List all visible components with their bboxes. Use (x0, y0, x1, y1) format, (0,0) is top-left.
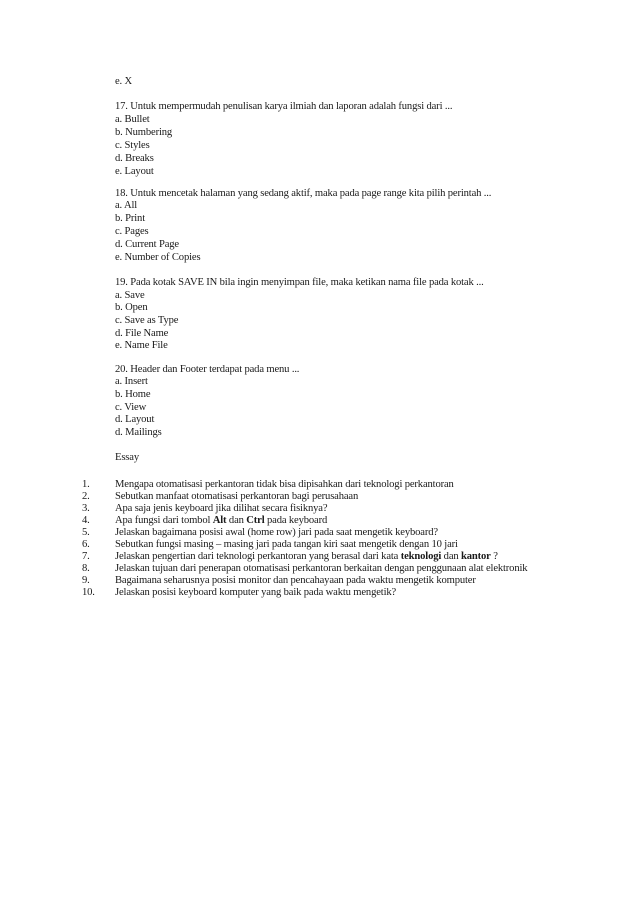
text-part: dan (226, 515, 247, 526)
essay-text: Apa saja jenis keyboard jika dilihat secara fisiknya? (115, 503, 328, 514)
option: a. Save (115, 290, 145, 301)
essay-text: Jelaskan tujuan dari penerapan otomatisasi perkantoran berkaitan dengan penggunaan alat elektronik (115, 563, 528, 574)
text-part: ? (490, 551, 498, 562)
essay-text: Jelaskan posisi keyboard komputer yang baik pada waktu mengetik? (115, 587, 397, 598)
question-text: 19. Pada kotak SAVE IN bila ingin menyimpan file, maka ketikan nama file pada kotak ... (115, 277, 484, 288)
essay-number: 8. (82, 563, 90, 574)
essay-text: Jelaskan bagaimana posisi awal (home row) jari pada saat mengetik keyboard? (115, 527, 438, 538)
essay-text: Mengapa otomatisasi perkantoran tidak bisa dipisahkan dari teknologi perkantoran (115, 479, 454, 490)
option: d. Mailings (115, 427, 162, 438)
option: d. File Name (115, 328, 169, 339)
term-kantor: kantor (461, 551, 491, 562)
essay-number: 4. (82, 515, 90, 526)
option: a. Bullet (115, 114, 150, 125)
essay-text (115, 515, 327, 527)
option: b. Open (115, 302, 148, 313)
option: d. Current Page (115, 239, 179, 250)
essay-number: 5. (82, 527, 90, 538)
text-part: Apa fungsi dari tombol (115, 515, 213, 526)
essay-number: 10. (82, 587, 95, 598)
option: c. Styles (115, 140, 150, 151)
essay-number: 2. (82, 491, 90, 502)
option: e. Number of Copies (115, 252, 201, 263)
essay-text: Sebutkan fungsi masing – masing jari pada tangan kiri saat mengetik dengan 10 jari (115, 539, 458, 550)
option: c. Pages (115, 226, 149, 237)
key-name-alt: Alt (212, 515, 227, 526)
text-part: Jelaskan pengertian dari teknologi perkantoran yang berasal dari kata (115, 551, 401, 562)
essay-number: 9. (82, 575, 90, 586)
option: e. Layout (115, 166, 154, 177)
option-e-x: e. X (115, 76, 133, 87)
essay-number: 1. (82, 479, 90, 490)
essay-heading: Essay (115, 452, 139, 463)
essay-number: 7. (82, 551, 90, 562)
option: d. Breaks (115, 153, 154, 164)
option: a. All (115, 200, 138, 211)
key-name-ctrl: Ctrl (246, 515, 265, 526)
text-part: dan (441, 551, 462, 562)
option: e. Name File (115, 340, 168, 351)
question-text: 18. Untuk mencetak halaman yang sedang aktif, maka pada page range kita pilih perintah ... (115, 188, 492, 199)
essay-text: Bagaimana seharusnya posisi monitor dan pencahayaan pada waktu mengetik komputer (115, 575, 476, 586)
option: a. Insert (115, 376, 148, 387)
option: d. Layout (115, 414, 155, 425)
option: b. Home (115, 389, 151, 400)
essay-number: 3. (82, 503, 90, 514)
option: c. View (115, 402, 147, 413)
text-part: pada keyboard (264, 515, 328, 526)
term-teknologi: teknologi (400, 551, 442, 562)
question-text: 20. Header dan Footer terdapat pada menu ... (115, 364, 300, 375)
option: c. Save as Type (115, 315, 179, 326)
essay-text: Sebutkan manfaat otomatisasi perkantoran bagi perusahaan (115, 491, 359, 502)
option: b. Numbering (115, 127, 173, 138)
question-text: 17. Untuk mempermudah penulisan karya ilmiah dan laporan adalah fungsi dari ... (115, 101, 453, 112)
essay-text (115, 551, 498, 563)
option: b. Print (115, 213, 145, 224)
essay-number: 6. (82, 539, 90, 550)
